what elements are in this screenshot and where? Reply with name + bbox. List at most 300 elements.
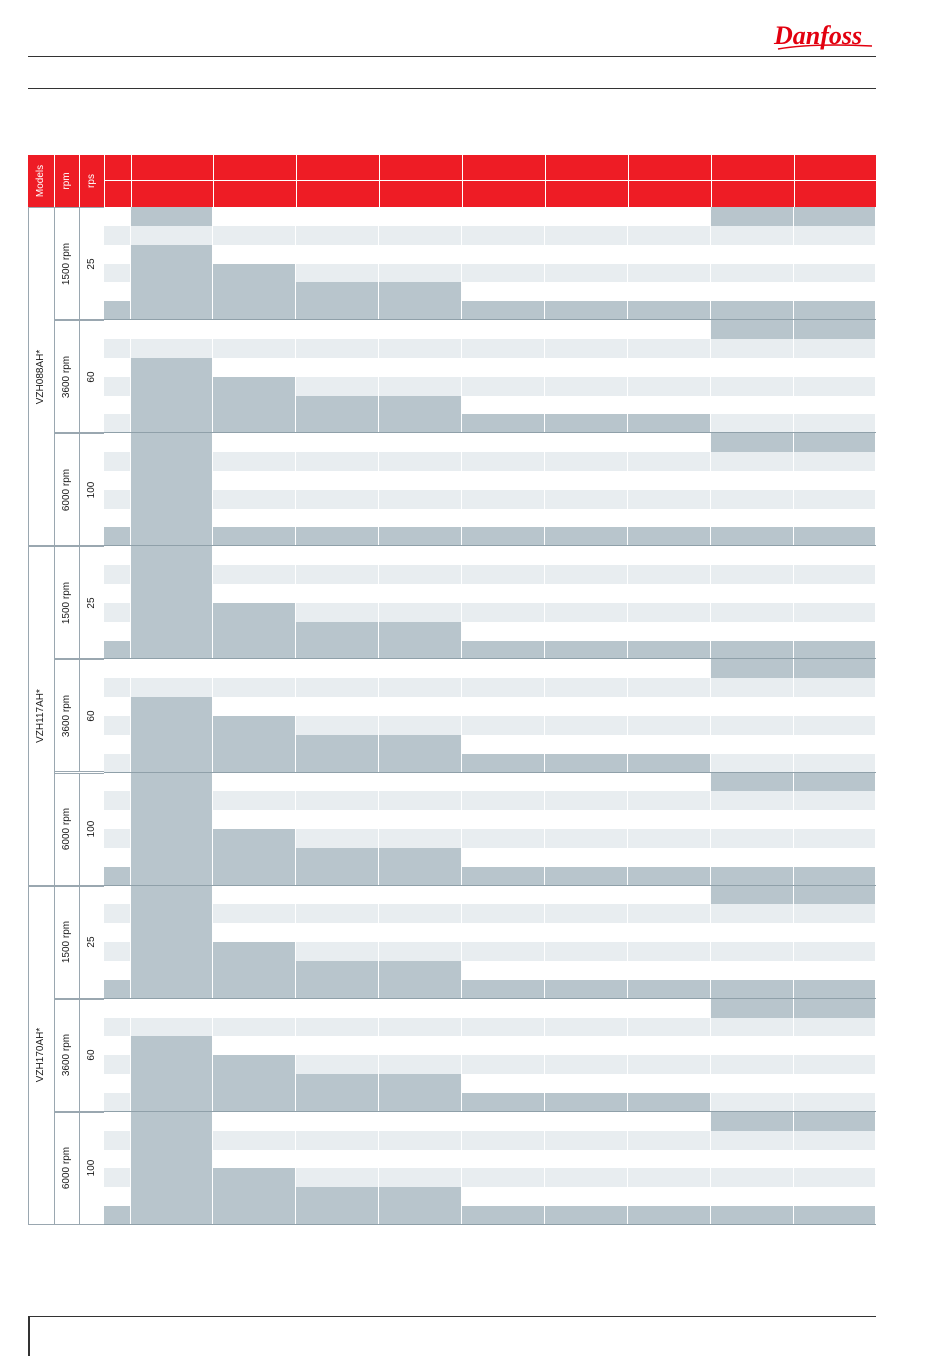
table-cell [628,867,711,886]
table-cell [711,527,794,546]
table-cell [213,414,296,433]
table-cell [711,1074,794,1093]
table-cell [131,1131,213,1150]
table-row [104,565,876,584]
table-cell [711,565,794,584]
table-cell [131,471,213,490]
table-cell [794,716,876,735]
table-cell [104,452,131,471]
table-cell [794,848,876,867]
table-cell [296,433,379,452]
table-cell [462,301,545,320]
table-row [104,207,876,226]
table-cell [296,396,379,415]
table-cell [794,1150,876,1169]
table-cell [462,1168,545,1187]
table-cell [213,904,296,923]
table-cell [296,452,379,471]
table-cell [545,1168,628,1187]
table-cell [462,791,545,810]
table-cell [104,471,131,490]
table-row [104,961,876,980]
table-row [104,848,876,867]
table-cell [213,1187,296,1206]
table-cell [379,603,462,622]
table-cell [296,980,379,999]
table-cell [104,1112,131,1131]
table-cell [213,754,296,773]
table-cell [296,622,379,641]
table-cell [462,490,545,509]
table-cell [213,1131,296,1150]
table-cell [794,1074,876,1093]
table-cell [213,923,296,942]
table-cell [379,282,462,301]
table-cell [711,245,794,264]
table-cell [104,641,131,660]
table-cell [131,791,213,810]
table-cell [628,509,711,528]
table-cell [379,791,462,810]
table-cell [296,716,379,735]
table-cell [628,1131,711,1150]
table-cell [794,1018,876,1037]
table-row [104,264,876,283]
table-cell [462,1093,545,1112]
table-cell [213,735,296,754]
table-cell [131,1074,213,1093]
table-cell [104,433,131,452]
table-cell [545,396,628,415]
table-row [104,923,876,942]
table-cell [296,678,379,697]
table-cell [213,886,296,905]
table-cell [628,207,711,226]
table-cell [462,810,545,829]
table-cell [296,527,379,546]
table-cell [131,1093,213,1112]
table-cell [545,527,628,546]
table-cell [462,980,545,999]
rps-label: 60 [86,371,97,383]
table-cell [104,207,131,226]
table-cell [213,659,296,678]
table-cell [628,414,711,433]
table-cell [131,490,213,509]
table-cell [628,923,711,942]
table-cell [296,320,379,339]
rps-label: 60 [86,1049,97,1061]
table-cell [462,641,545,660]
table-cell [545,810,628,829]
table-cell [545,886,628,905]
table-cell [379,320,462,339]
table-cell [462,527,545,546]
table-cell [794,546,876,565]
table-row [104,584,876,603]
table-row [104,754,876,773]
table-cell [104,773,131,792]
table-cell [379,358,462,377]
table-cell [131,867,213,886]
table-row [104,1187,876,1206]
table-row [104,527,876,546]
table-cell [794,490,876,509]
table-cell [379,414,462,433]
table-cell [131,1150,213,1169]
table-cell [711,433,794,452]
table-cell [462,678,545,697]
table-cell [131,358,213,377]
table-cell [462,999,545,1018]
table-cell [379,1036,462,1055]
table-cell [545,641,628,660]
table-cell [628,452,711,471]
table-cell [462,886,545,905]
table-cell [545,1131,628,1150]
table-cell [296,791,379,810]
table-cell [131,282,213,301]
table-cell [131,716,213,735]
table-cell [104,1018,131,1037]
rpm-label: 3600 rpm [61,355,72,398]
table-cell [628,358,711,377]
table-cell [711,678,794,697]
table-cell [462,358,545,377]
table-cell [628,942,711,961]
table-cell [462,565,545,584]
table-cell [711,490,794,509]
table-cell [213,320,296,339]
table-cell [794,904,876,923]
table-cell [711,1036,794,1055]
table-cell [379,641,462,660]
table-cell [104,414,131,433]
table-row [104,678,876,697]
table-cell [296,754,379,773]
table-cell [104,339,131,358]
table-cell [462,396,545,415]
table-cell [462,1206,545,1225]
table-cell [379,848,462,867]
table-cell [545,1093,628,1112]
table-row [104,999,876,1018]
table-cell [213,282,296,301]
table-cell [104,377,131,396]
table-cell [794,339,876,358]
rpm-label: 3600 rpm [61,1034,72,1077]
table-cell [545,226,628,245]
table-cell [379,999,462,1018]
table-cell [462,471,545,490]
table-cell [104,980,131,999]
table-cell [628,641,711,660]
header-models: Models [35,164,46,198]
table-cell [104,358,131,377]
table-cell [213,301,296,320]
table-cell [213,961,296,980]
table-cell [711,848,794,867]
table-cell [628,961,711,980]
table-cell [711,1112,794,1131]
table-cell [711,716,794,735]
table-cell [711,377,794,396]
table-cell [131,264,213,283]
table-cell [545,546,628,565]
table-cell [628,1112,711,1131]
table-cell [462,320,545,339]
table-cell [213,1036,296,1055]
table-cell [131,735,213,754]
table-cell [296,641,379,660]
table-cell [296,1131,379,1150]
table-cell [545,603,628,622]
table-cell [379,1093,462,1112]
model-label: VZH117AH* [35,689,46,743]
table-cell [213,773,296,792]
table-cell [462,735,545,754]
table-cell [794,452,876,471]
table-row [104,942,876,961]
table-cell [104,999,131,1018]
table-cell [711,546,794,565]
table-cell [794,999,876,1018]
table-cell [545,1036,628,1055]
table-cell [296,282,379,301]
table-cell [296,1150,379,1169]
table-cell [794,207,876,226]
table-row [104,829,876,848]
table-cell [296,904,379,923]
table-cell [104,622,131,641]
table-cell [379,810,462,829]
table-cell [213,1150,296,1169]
table-row [104,1074,876,1093]
table-cell [628,226,711,245]
table-cell [379,716,462,735]
table-cell [794,810,876,829]
table-cell [131,659,213,678]
table-cell [794,471,876,490]
table-cell [545,584,628,603]
table-cell [131,603,213,622]
table-cell [545,716,628,735]
table-cell [462,245,545,264]
table-cell [296,1206,379,1225]
table-cell [104,829,131,848]
table-cell [379,622,462,641]
table-cell [545,433,628,452]
table-cell [379,471,462,490]
table-cell [379,264,462,283]
table-cell [104,961,131,980]
rps-label: 100 [86,481,97,499]
table-cell [296,471,379,490]
table-cell [213,584,296,603]
rps-label: 25 [86,597,97,609]
table-cell [711,1187,794,1206]
table-cell [794,735,876,754]
table-cell [545,245,628,264]
table-cell [296,546,379,565]
table-cell [131,433,213,452]
table-cell [794,1206,876,1225]
table-cell [104,245,131,264]
table-cell [213,452,296,471]
table-cell [628,1018,711,1037]
table-cell [794,264,876,283]
table-cell [131,923,213,942]
table-cell [462,1036,545,1055]
table-cell [131,980,213,999]
table-cell [711,886,794,905]
table-cell [131,414,213,433]
table-cell [213,1074,296,1093]
table-cell [462,282,545,301]
table-cell [213,1112,296,1131]
table-cell [104,1036,131,1055]
table-cell [131,584,213,603]
table-cell [131,1036,213,1055]
table-cell [628,848,711,867]
table-cell [628,584,711,603]
model-label: VZH088AH* [35,349,46,404]
table-cell [794,282,876,301]
table-cell [545,1150,628,1169]
table-cell [104,226,131,245]
table-cell [379,867,462,886]
table-cell [545,999,628,1018]
table-cell [131,1206,213,1225]
table-cell [104,1055,131,1074]
table-cell [379,527,462,546]
table-row [104,904,876,923]
table-cell [628,904,711,923]
table-cell [213,433,296,452]
table-cell [213,377,296,396]
table-cell [296,1018,379,1037]
table-cell [213,226,296,245]
table-cell [462,264,545,283]
table-cell [131,904,213,923]
table-cell [545,301,628,320]
table-cell [213,1018,296,1037]
table-cell [794,1036,876,1055]
table-cell [296,264,379,283]
table-cell [296,1036,379,1055]
table-cell [379,433,462,452]
table-row [104,546,876,565]
table-cell [296,1074,379,1093]
table-cell [379,565,462,584]
rpm-label: 6000 rpm [61,807,72,851]
table-cell [462,433,545,452]
table-cell [104,735,131,754]
table-cell [545,961,628,980]
table-cell [545,735,628,754]
table-cell [711,904,794,923]
table-cell [462,773,545,792]
table-cell [545,282,628,301]
table-cell [213,1168,296,1187]
table-cell [131,301,213,320]
rpm-label: 1500 rpm [61,581,72,624]
table-cell [104,886,131,905]
table-cell [545,264,628,283]
table-row [104,414,876,433]
table-cell [104,867,131,886]
table-cell [711,791,794,810]
table-cell [213,867,296,886]
table-cell [711,829,794,848]
table-cell [379,1055,462,1074]
table-cell [545,980,628,999]
rpm-label: 3600 rpm [61,694,72,738]
table-cell [545,358,628,377]
table-row [104,1112,876,1131]
table-row [104,1150,876,1169]
table-row [104,490,876,509]
table-cell [379,735,462,754]
table-cell [794,622,876,641]
table-cell [462,961,545,980]
header-rps: rps [86,174,97,188]
table-cell [711,810,794,829]
table-cell [462,414,545,433]
table-cell [379,396,462,415]
table-cell [104,659,131,678]
footer-rule [28,1316,876,1317]
table-cell [379,226,462,245]
table-cell [296,735,379,754]
table-cell [131,641,213,660]
table-cell [104,810,131,829]
table-cell [379,886,462,905]
table-cell [104,1206,131,1225]
table-cell [131,546,213,565]
table-cell [628,716,711,735]
table-cell [545,1112,628,1131]
table-cell [628,1168,711,1187]
group-separator [104,1224,876,1225]
table-cell [794,1055,876,1074]
table-cell [131,848,213,867]
logo-wordmark: Danfoss [774,21,863,50]
table-cell [462,829,545,848]
table-cell [296,490,379,509]
table-cell [711,301,794,320]
table-cell [628,565,711,584]
table-cell [213,490,296,509]
table-cell [296,697,379,716]
table-cell [131,509,213,528]
table-cell [794,697,876,716]
table-cell [379,1074,462,1093]
table-cell [545,565,628,584]
table-cell [296,923,379,942]
table-cell [213,546,296,565]
table-cell [104,490,131,509]
table-cell [462,1112,545,1131]
table-cell [794,320,876,339]
table-cell [131,697,213,716]
table-cell [794,396,876,415]
table-cell [379,773,462,792]
table-row [104,301,876,320]
table-cell [628,829,711,848]
table-cell [628,282,711,301]
table-row [104,452,876,471]
